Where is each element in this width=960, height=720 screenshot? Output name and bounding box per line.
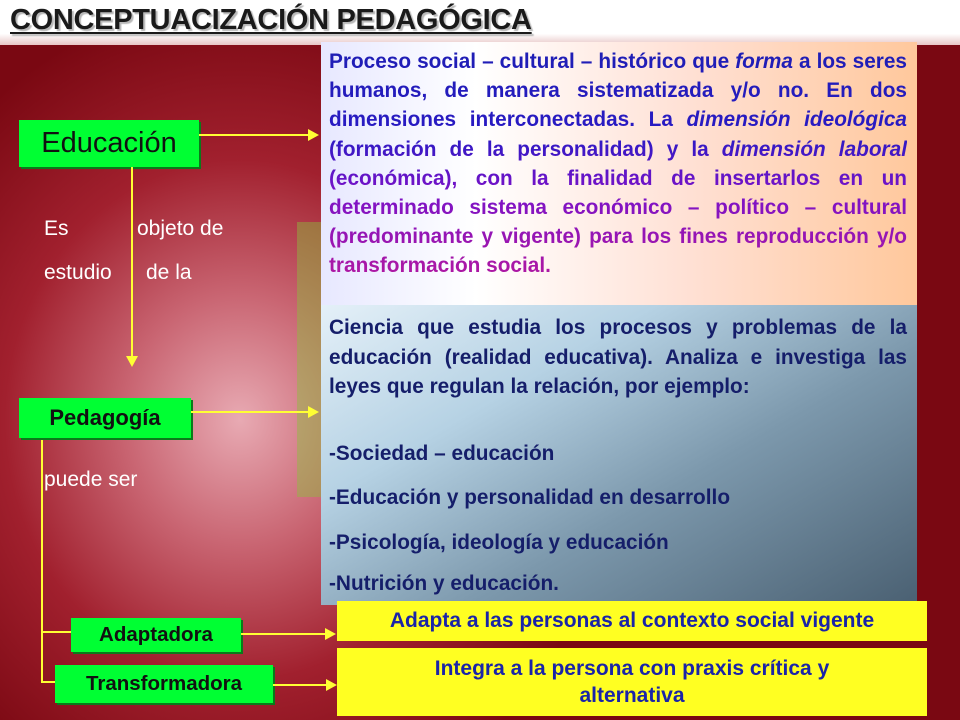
def-emphasis-forma: forma	[735, 50, 793, 73]
label-es: Es	[44, 217, 69, 240]
node-transformadora	[55, 665, 273, 703]
label-objeto-de: objeto de	[137, 217, 224, 240]
pedagogia-description: Ciencia que estudia los procesos y problemas de la educación (realidad educativa). Analiza e investiga las leyes que regulan la relación, por ejemplo:	[329, 316, 907, 398]
connector-pedagogia-branches	[41, 440, 43, 682]
connector-educacion-pedagogia	[131, 167, 133, 357]
label-puede-ser: puede ser	[44, 468, 138, 491]
adaptadora-result-box	[337, 601, 927, 641]
educacion-definition-box	[321, 42, 917, 305]
arrow-transformadora-line	[273, 684, 327, 686]
node-adaptadora	[71, 618, 241, 652]
def-emphasis-laboral: dimensión laboral	[721, 137, 907, 161]
node-pedagogia	[19, 398, 191, 438]
arrow-transformadora-head	[326, 679, 337, 691]
connector-branch-adaptadora	[41, 631, 71, 633]
label-de-la: de la	[146, 261, 192, 284]
educacion-definition-text	[329, 47, 907, 281]
arrow-pedagogia-line	[191, 411, 309, 413]
node-pedagogia-label: Pedagogía	[49, 405, 161, 430]
slide-title: CONCEPTUACIZACIÓN PEDAGÓGICA	[10, 4, 532, 36]
decorative-strip	[297, 222, 321, 497]
arrow-adaptadora-line	[241, 633, 326, 635]
pedagogia-example-item: -Nutrición y educación.	[329, 572, 559, 595]
arrow-down-head	[126, 356, 138, 367]
connector-branch-transformadora	[41, 681, 55, 683]
arrow-pedagogia-head	[308, 406, 319, 418]
arrow-educacion-line	[199, 134, 309, 136]
arrow-adaptadora-head	[325, 628, 336, 640]
pedagogia-definition-box	[321, 305, 917, 605]
pedagogia-example-item: -Psicología, ideología y educación	[329, 531, 669, 554]
pedagogia-example-item: -Educación y personalidad en desarrollo	[329, 486, 731, 509]
title-bar	[0, 0, 960, 45]
label-estudio: estudio	[44, 261, 112, 284]
def-segment: (formación de la personalidad) y la	[329, 137, 722, 161]
adaptadora-result-text: Adapta a las personas al contexto social vigente	[389, 609, 875, 632]
node-transformadora-label: Transformadora	[85, 672, 243, 695]
def-segment: a los seres humanos, de manera sistematizada y/o no. En dos dimensiones interconectadas. La	[329, 50, 907, 132]
def-segment: Proceso social – cultural – histórico que	[329, 50, 736, 73]
def-segment: (económica), con la finalidad de insertarlos en un determinado sistema económico – político – cultural (predominante y vigente) para los fines reproducción y/o transformación social.	[329, 166, 907, 278]
node-educacion	[19, 120, 199, 167]
node-adaptadora-label: Adaptadora	[99, 623, 213, 646]
node-educacion-label: Educación	[41, 127, 177, 159]
arrow-educacion-head	[308, 129, 319, 141]
transformadora-result-box	[337, 648, 927, 716]
transformadora-result-text: Integra a la persona con praxis crítica y alternativa	[434, 657, 830, 707]
pedagogia-example-item: -Sociedad – educación	[329, 442, 555, 465]
def-emphasis-ideologica: dimensión ideológica	[686, 108, 907, 132]
